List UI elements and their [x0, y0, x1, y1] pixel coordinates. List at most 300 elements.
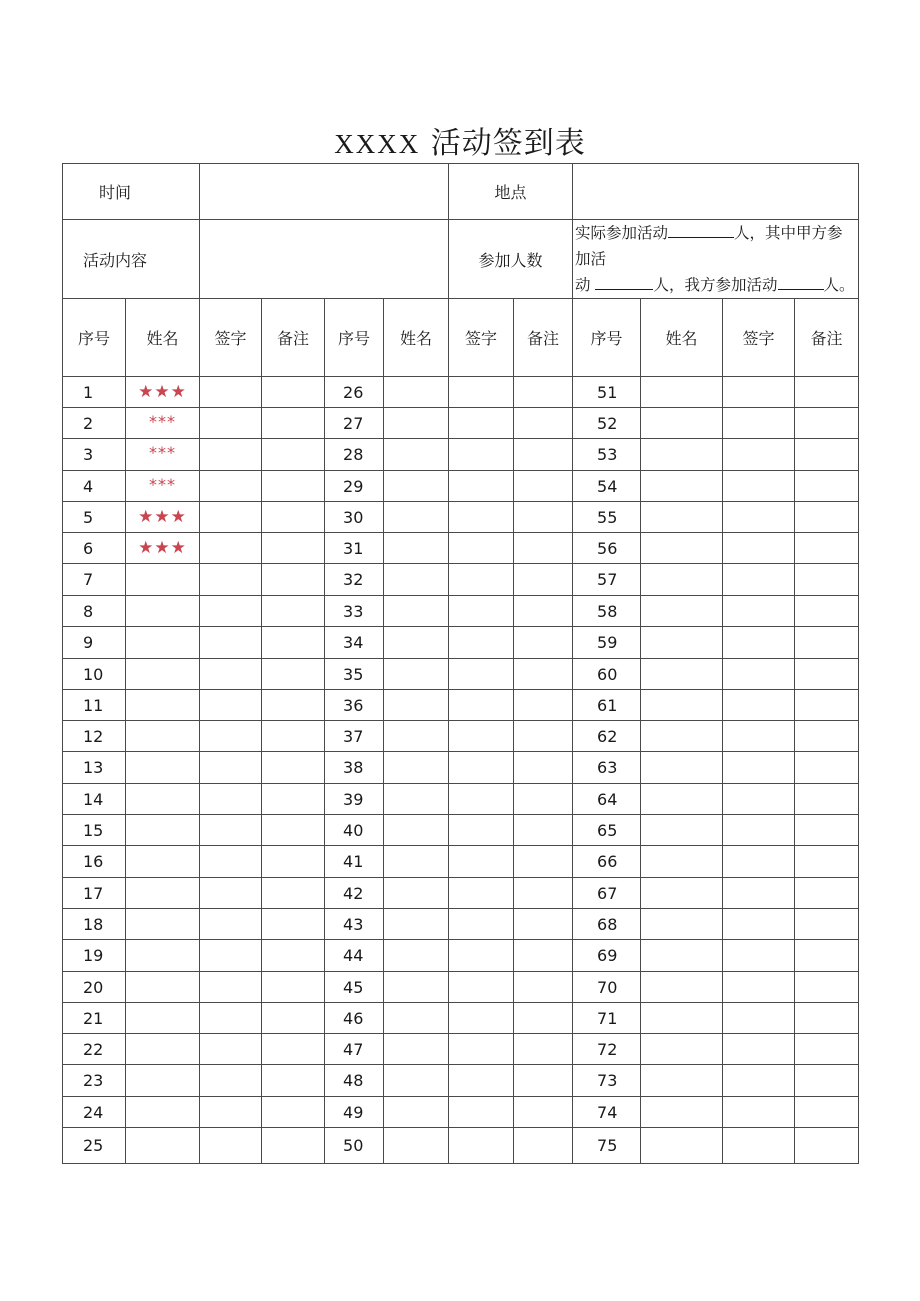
name-cell[interactable]	[641, 1065, 723, 1097]
signature-cell[interactable]	[200, 408, 262, 439]
name-cell[interactable]	[641, 564, 723, 596]
signature-cell[interactable]	[449, 533, 514, 564]
seq-cell: 69	[573, 940, 641, 972]
name-cell[interactable]	[641, 533, 723, 564]
seq-cell: 72	[573, 1034, 641, 1065]
remark-cell[interactable]	[795, 690, 859, 721]
name-cell[interactable]	[641, 846, 723, 878]
remark-cell[interactable]	[795, 1128, 859, 1164]
remark-cell[interactable]	[262, 564, 325, 596]
name-cell[interactable]	[641, 471, 723, 502]
signature-cell[interactable]	[200, 972, 262, 1003]
remark-cell[interactable]	[795, 815, 859, 846]
remark-cell[interactable]	[514, 878, 573, 909]
remark-cell[interactable]	[262, 1034, 325, 1065]
name-cell[interactable]	[384, 940, 449, 972]
name-cell[interactable]	[384, 972, 449, 1003]
remark-cell[interactable]	[262, 878, 325, 909]
signature-cell[interactable]	[723, 1065, 795, 1097]
seq-cell: 55	[573, 502, 641, 533]
column-header-signature-1: 签字	[200, 299, 262, 377]
remark-cell[interactable]	[795, 471, 859, 502]
name-cell[interactable]	[384, 752, 449, 784]
signature-cell[interactable]	[200, 564, 262, 596]
remark-cell[interactable]	[514, 439, 573, 471]
table-row	[63, 846, 859, 878]
seq-cell: 2	[63, 408, 126, 439]
name-cell[interactable]	[126, 627, 200, 659]
seq-cell: 29	[325, 471, 384, 502]
remark-cell[interactable]	[262, 1128, 325, 1164]
seq-cell: 41	[325, 846, 384, 878]
seq-cell: 59	[573, 627, 641, 659]
signature-cell[interactable]	[723, 784, 795, 815]
name-cell[interactable]	[641, 627, 723, 659]
seq-cell: 33	[325, 596, 384, 627]
remark-cell[interactable]	[514, 690, 573, 721]
remark-cell[interactable]	[795, 940, 859, 972]
remark-cell[interactable]	[262, 940, 325, 972]
remark-cell[interactable]	[795, 878, 859, 909]
time-field[interactable]	[200, 164, 449, 220]
signature-cell[interactable]	[449, 564, 514, 596]
seq-cell: 28	[325, 439, 384, 471]
name-cell[interactable]	[384, 846, 449, 878]
name-cell[interactable]	[384, 1034, 449, 1065]
title-prefix: XXXX	[334, 129, 421, 159]
signature-cell[interactable]	[723, 659, 795, 690]
signature-cell[interactable]	[200, 752, 262, 784]
signature-cell[interactable]	[723, 471, 795, 502]
signature-cell[interactable]	[723, 1003, 795, 1034]
place-field[interactable]	[573, 164, 859, 220]
name-cell[interactable]	[641, 439, 723, 471]
signature-cell[interactable]	[200, 940, 262, 972]
remark-cell[interactable]	[795, 1034, 859, 1065]
seq-cell: 66	[573, 846, 641, 878]
signature-cell[interactable]	[723, 1034, 795, 1065]
remark-cell[interactable]	[795, 502, 859, 533]
name-cell[interactable]	[641, 408, 723, 439]
signature-cell[interactable]	[449, 1003, 514, 1034]
name-cell[interactable]	[384, 377, 449, 408]
remark-cell[interactable]	[262, 1097, 325, 1128]
remark-cell[interactable]	[262, 659, 325, 690]
name-cell[interactable]	[126, 502, 200, 533]
seq-cell: 64	[573, 784, 641, 815]
name-cell[interactable]	[384, 721, 449, 752]
signature-cell[interactable]	[200, 909, 262, 940]
signature-cell[interactable]	[449, 878, 514, 909]
signature-cell[interactable]	[200, 690, 262, 721]
count-text-party-a: 人，其中甲方参加活	[575, 224, 843, 268]
name-cell[interactable]	[126, 846, 200, 878]
signature-cell[interactable]	[723, 721, 795, 752]
name-cell[interactable]	[384, 471, 449, 502]
name-cell[interactable]	[641, 1097, 723, 1128]
name-cell[interactable]	[126, 533, 200, 564]
seq-cell: 52	[573, 408, 641, 439]
remark-cell[interactable]	[262, 596, 325, 627]
table-row	[63, 1065, 859, 1097]
remark-cell[interactable]	[795, 721, 859, 752]
remark-cell[interactable]	[262, 439, 325, 471]
seq-cell: 51	[573, 377, 641, 408]
signature-cell[interactable]	[449, 1128, 514, 1164]
remark-cell[interactable]	[514, 1128, 573, 1164]
name-cell[interactable]	[384, 659, 449, 690]
remark-cell[interactable]	[514, 627, 573, 659]
table-row	[63, 972, 859, 1003]
count-label: 参加人数	[449, 220, 573, 299]
name-cell[interactable]	[126, 784, 200, 815]
remark-cell[interactable]	[514, 846, 573, 878]
remark-cell[interactable]	[795, 564, 859, 596]
column-header-seq-3: 序号	[573, 299, 641, 377]
remark-cell[interactable]	[262, 690, 325, 721]
remark-cell[interactable]	[514, 815, 573, 846]
remark-cell[interactable]	[514, 533, 573, 564]
signature-cell[interactable]	[449, 1097, 514, 1128]
remark-cell[interactable]	[262, 471, 325, 502]
remark-cell[interactable]	[514, 940, 573, 972]
signature-cell[interactable]	[200, 1097, 262, 1128]
content-label: 活动内容	[63, 220, 200, 299]
table-row	[63, 1003, 859, 1034]
table-row	[63, 721, 859, 752]
signature-cell[interactable]	[723, 1097, 795, 1128]
remark-cell[interactable]	[514, 471, 573, 502]
remark-cell[interactable]	[262, 909, 325, 940]
signature-cell[interactable]	[449, 690, 514, 721]
signature-cell[interactable]	[449, 909, 514, 940]
seq-cell: 25	[63, 1128, 126, 1164]
remark-cell[interactable]	[514, 752, 573, 784]
remark-cell[interactable]	[514, 1065, 573, 1097]
signature-cell[interactable]	[449, 627, 514, 659]
signature-cell[interactable]	[723, 502, 795, 533]
name-cell[interactable]	[384, 439, 449, 471]
signature-cell[interactable]	[200, 471, 262, 502]
remark-cell[interactable]	[262, 815, 325, 846]
remark-cell[interactable]	[795, 1003, 859, 1034]
signature-cell[interactable]	[449, 596, 514, 627]
name-cell[interactable]	[126, 815, 200, 846]
name-cell[interactable]	[126, 564, 200, 596]
name-cell[interactable]	[384, 909, 449, 940]
remark-cell[interactable]	[514, 596, 573, 627]
name-cell[interactable]	[384, 564, 449, 596]
name-cell[interactable]	[126, 1128, 200, 1164]
seq-cell: 43	[325, 909, 384, 940]
name-mask: ***	[149, 443, 176, 462]
signature-cell[interactable]	[200, 377, 262, 408]
name-cell[interactable]	[126, 878, 200, 909]
name-cell[interactable]	[126, 471, 200, 502]
remark-cell[interactable]	[514, 564, 573, 596]
signature-cell[interactable]	[449, 1065, 514, 1097]
signature-cell[interactable]	[723, 1128, 795, 1164]
remark-cell[interactable]	[262, 846, 325, 878]
remark-cell[interactable]	[795, 972, 859, 1003]
seq-cell: 14	[63, 784, 126, 815]
signature-cell[interactable]	[723, 846, 795, 878]
name-cell[interactable]	[384, 1128, 449, 1164]
name-cell[interactable]	[126, 690, 200, 721]
remark-cell[interactable]	[262, 1065, 325, 1097]
seq-cell: 8	[63, 596, 126, 627]
name-mask: ***	[149, 411, 176, 431]
signature-cell[interactable]	[723, 878, 795, 909]
remark-cell[interactable]	[514, 659, 573, 690]
name-cell[interactable]	[126, 1065, 200, 1097]
content-field[interactable]	[200, 220, 449, 299]
remark-cell[interactable]	[795, 439, 859, 471]
remark-cell[interactable]	[262, 627, 325, 659]
signature-cell[interactable]	[723, 408, 795, 439]
seq-cell: 32	[325, 564, 384, 596]
seq-cell: 47	[325, 1034, 384, 1065]
seq-cell: 44	[325, 940, 384, 972]
name-cell[interactable]	[641, 596, 723, 627]
name-cell[interactable]	[126, 721, 200, 752]
signature-cell[interactable]	[723, 439, 795, 471]
signature-cell[interactable]	[723, 972, 795, 1003]
remark-cell[interactable]	[514, 408, 573, 439]
seq-cell: 63	[573, 752, 641, 784]
remark-cell[interactable]	[795, 596, 859, 627]
name-cell[interactable]	[641, 784, 723, 815]
signature-cell[interactable]	[200, 627, 262, 659]
signature-cell[interactable]	[449, 752, 514, 784]
remark-cell[interactable]	[262, 721, 325, 752]
remark-cell[interactable]	[795, 627, 859, 659]
name-cell[interactable]	[641, 721, 723, 752]
seq-cell: 48	[325, 1065, 384, 1097]
name-cell[interactable]	[641, 1003, 723, 1034]
signature-cell[interactable]	[723, 690, 795, 721]
name-cell[interactable]	[384, 690, 449, 721]
name-mask: ***	[149, 474, 176, 494]
remark-cell[interactable]	[514, 909, 573, 940]
remark-cell[interactable]	[514, 1003, 573, 1034]
signature-cell[interactable]	[723, 815, 795, 846]
signature-cell[interactable]	[200, 1003, 262, 1034]
signature-cell[interactable]	[723, 596, 795, 627]
name-cell[interactable]	[126, 377, 200, 408]
name-cell[interactable]	[126, 1003, 200, 1034]
name-cell[interactable]	[641, 972, 723, 1003]
name-cell[interactable]	[126, 596, 200, 627]
name-cell[interactable]	[384, 533, 449, 564]
seq-cell: 61	[573, 690, 641, 721]
signature-cell[interactable]	[723, 377, 795, 408]
name-cell[interactable]	[384, 1065, 449, 1097]
name-cell[interactable]	[641, 1034, 723, 1065]
name-mask: ★★★	[138, 507, 187, 527]
signature-cell[interactable]	[449, 721, 514, 752]
remark-cell[interactable]	[262, 972, 325, 1003]
name-cell[interactable]	[384, 408, 449, 439]
remark-cell[interactable]	[262, 1003, 325, 1034]
remark-cell[interactable]	[795, 533, 859, 564]
table-row	[63, 408, 859, 439]
signature-cell[interactable]	[449, 471, 514, 502]
signature-cell[interactable]	[449, 408, 514, 439]
blank-actual[interactable]	[668, 223, 734, 238]
remark-cell[interactable]	[795, 408, 859, 439]
signature-cell[interactable]	[200, 1065, 262, 1097]
remark-cell[interactable]	[514, 502, 573, 533]
name-cell[interactable]	[641, 1128, 723, 1164]
signature-cell[interactable]	[200, 1034, 262, 1065]
remark-cell[interactable]	[795, 784, 859, 815]
blank-our-side[interactable]	[778, 275, 824, 290]
signature-cell[interactable]	[449, 940, 514, 972]
seq-cell: 70	[573, 972, 641, 1003]
name-cell[interactable]	[126, 909, 200, 940]
signature-cell[interactable]	[200, 721, 262, 752]
name-cell[interactable]	[641, 502, 723, 533]
seq-cell: 3	[63, 439, 126, 471]
remark-cell[interactable]	[262, 533, 325, 564]
column-header-row	[63, 299, 859, 377]
signature-cell[interactable]	[200, 502, 262, 533]
table-row	[63, 878, 859, 909]
signature-cell[interactable]	[200, 815, 262, 846]
signin-table	[62, 163, 859, 1164]
signature-cell[interactable]	[449, 784, 514, 815]
name-cell[interactable]	[126, 1097, 200, 1128]
name-cell[interactable]	[384, 878, 449, 909]
signature-cell[interactable]	[200, 784, 262, 815]
name-cell[interactable]	[641, 940, 723, 972]
remark-cell[interactable]	[514, 377, 573, 408]
column-header-signature-2: 签字	[449, 299, 514, 377]
signature-cell[interactable]	[200, 533, 262, 564]
remark-cell[interactable]	[262, 752, 325, 784]
signature-cell[interactable]	[723, 564, 795, 596]
seq-cell: 19	[63, 940, 126, 972]
name-cell[interactable]	[641, 690, 723, 721]
signature-cell[interactable]	[449, 846, 514, 878]
name-cell[interactable]	[384, 784, 449, 815]
signature-cell[interactable]	[449, 972, 514, 1003]
time-label: 时间	[63, 164, 200, 220]
table-row	[63, 1097, 859, 1128]
signature-cell[interactable]	[723, 533, 795, 564]
name-cell[interactable]	[384, 815, 449, 846]
name-cell[interactable]	[126, 972, 200, 1003]
seq-cell: 40	[325, 815, 384, 846]
name-cell[interactable]	[641, 659, 723, 690]
seq-cell: 18	[63, 909, 126, 940]
signature-cell[interactable]	[449, 815, 514, 846]
signature-cell[interactable]	[723, 752, 795, 784]
remark-cell[interactable]	[262, 502, 325, 533]
signature-cell[interactable]	[723, 627, 795, 659]
name-cell[interactable]	[384, 627, 449, 659]
name-cell[interactable]	[126, 940, 200, 972]
remark-cell[interactable]	[514, 1034, 573, 1065]
seq-cell: 26	[325, 377, 384, 408]
name-cell[interactable]	[384, 1097, 449, 1128]
signature-cell[interactable]	[449, 377, 514, 408]
seq-cell: 74	[573, 1097, 641, 1128]
signature-cell[interactable]	[200, 659, 262, 690]
blank-party-a[interactable]	[595, 275, 653, 290]
signature-cell[interactable]	[200, 1128, 262, 1164]
remark-cell[interactable]	[795, 846, 859, 878]
table-row	[63, 1034, 859, 1065]
name-cell[interactable]	[384, 1003, 449, 1034]
signature-cell[interactable]	[200, 439, 262, 471]
signature-cell[interactable]	[449, 659, 514, 690]
seq-cell: 49	[325, 1097, 384, 1128]
name-cell[interactable]	[641, 752, 723, 784]
remark-cell[interactable]	[514, 972, 573, 1003]
remark-cell[interactable]	[514, 784, 573, 815]
seq-cell: 6	[63, 533, 126, 564]
remark-cell[interactable]	[514, 721, 573, 752]
name-cell[interactable]	[384, 502, 449, 533]
signature-cell[interactable]	[200, 596, 262, 627]
name-cell[interactable]	[126, 659, 200, 690]
remark-cell[interactable]	[795, 659, 859, 690]
name-cell[interactable]	[126, 752, 200, 784]
remark-cell[interactable]	[262, 408, 325, 439]
remark-cell[interactable]	[795, 909, 859, 940]
remark-cell[interactable]	[795, 1065, 859, 1097]
seq-cell: 50	[325, 1128, 384, 1164]
participant-count-field[interactable]	[573, 220, 859, 299]
signature-cell[interactable]	[200, 878, 262, 909]
seq-cell: 65	[573, 815, 641, 846]
signature-cell[interactable]	[449, 439, 514, 471]
seq-cell: 34	[325, 627, 384, 659]
table-row	[63, 564, 859, 596]
column-header-seq-2: 序号	[325, 299, 384, 377]
table-row	[63, 1128, 859, 1164]
table-row	[63, 533, 859, 564]
name-mask: ★★★	[138, 382, 187, 402]
remark-cell[interactable]	[795, 1097, 859, 1128]
remark-cell[interactable]	[514, 1097, 573, 1128]
name-cell[interactable]	[641, 815, 723, 846]
signature-cell[interactable]	[723, 909, 795, 940]
title-main: 活动签到表	[430, 126, 586, 161]
name-cell[interactable]	[641, 377, 723, 408]
signature-cell[interactable]	[200, 846, 262, 878]
seq-cell: 31	[325, 533, 384, 564]
name-cell[interactable]	[126, 439, 200, 471]
remark-cell[interactable]	[795, 377, 859, 408]
name-cell[interactable]	[126, 408, 200, 439]
signature-cell[interactable]	[449, 1034, 514, 1065]
name-cell[interactable]	[126, 1034, 200, 1065]
count-text-our-side: 人，我方参加活动	[653, 276, 778, 294]
remark-cell[interactable]	[795, 752, 859, 784]
name-cell[interactable]	[384, 596, 449, 627]
seq-cell: 57	[573, 564, 641, 596]
signature-cell[interactable]	[449, 502, 514, 533]
name-cell[interactable]	[641, 909, 723, 940]
name-cell[interactable]	[641, 878, 723, 909]
remark-cell[interactable]	[262, 377, 325, 408]
remark-cell[interactable]	[262, 784, 325, 815]
signature-cell[interactable]	[723, 940, 795, 972]
column-header-name-2: 姓名	[384, 299, 449, 377]
